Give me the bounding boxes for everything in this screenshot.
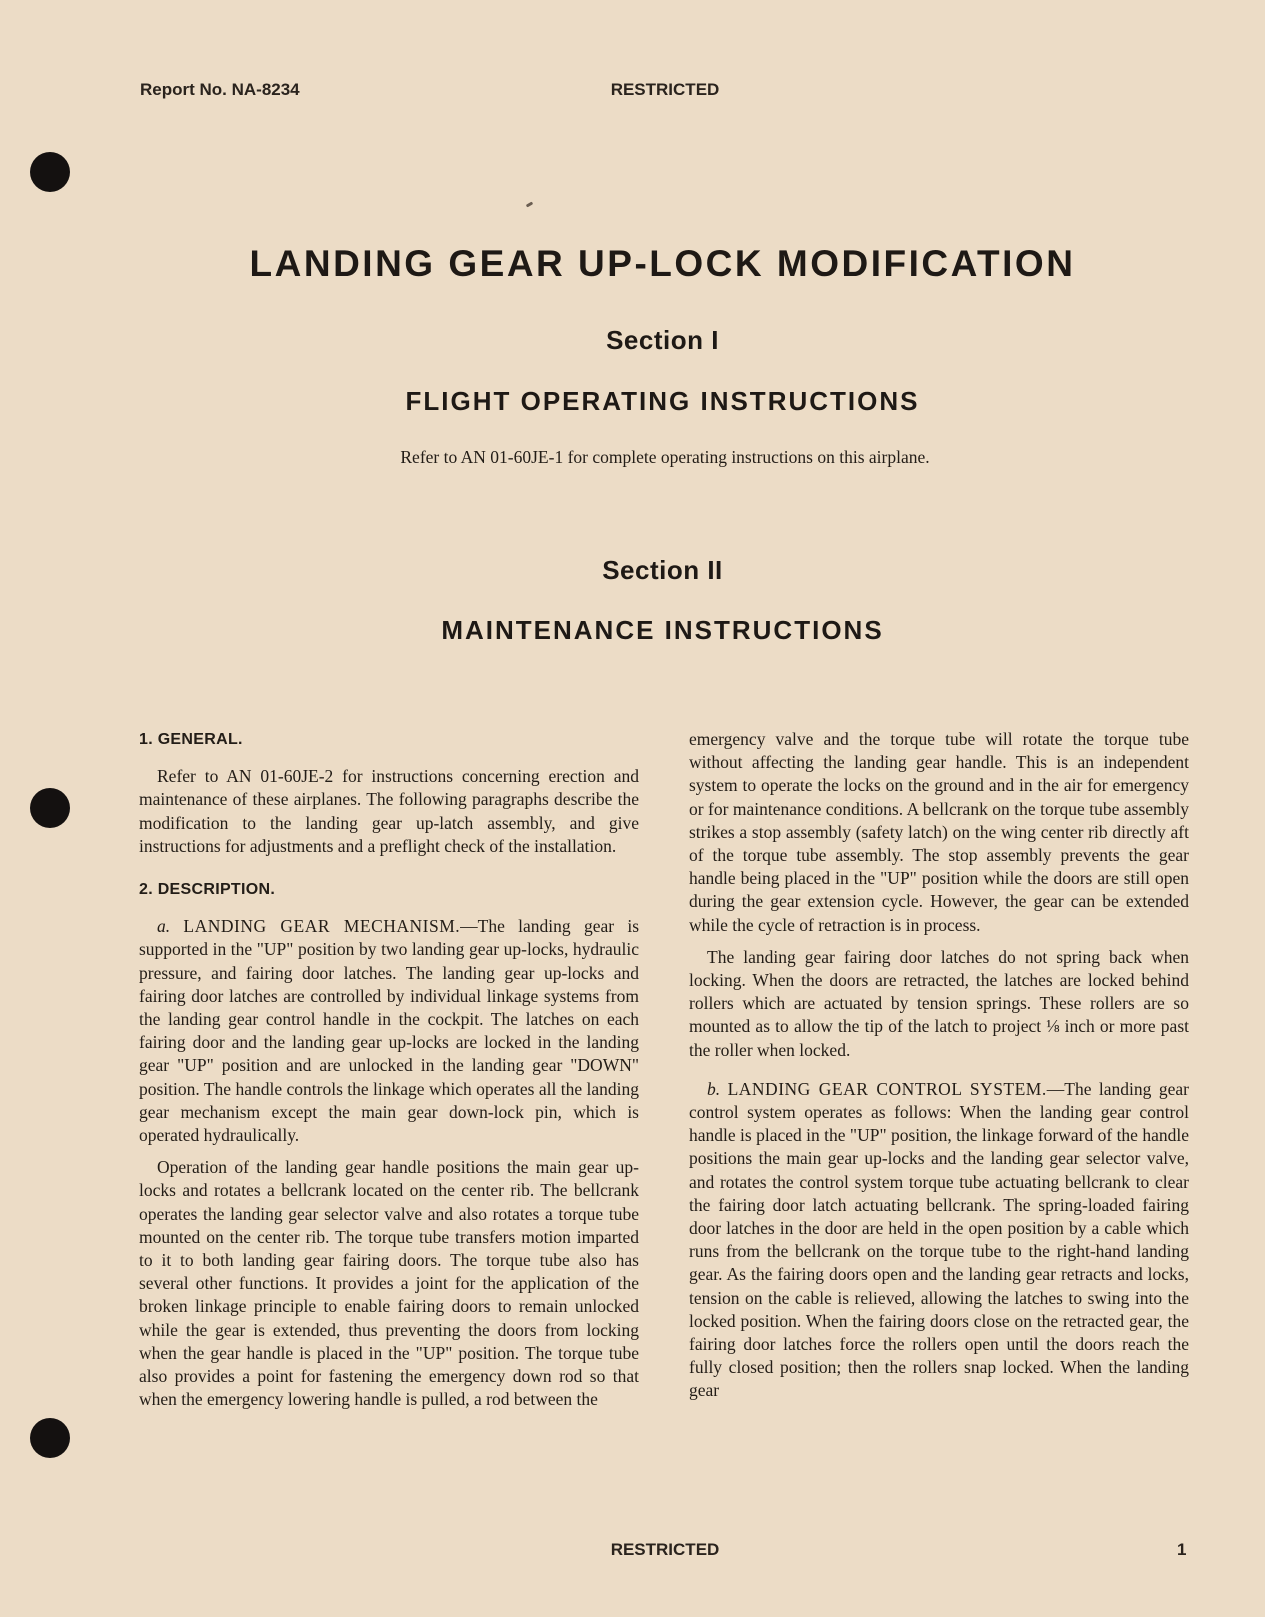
footer-classification: RESTRICTED <box>610 1540 720 1559</box>
paper-speck <box>526 201 534 207</box>
section-1-title: FLIGHT OPERATING INSTRUCTIONS <box>405 386 920 416</box>
left-column <box>139 728 639 1420</box>
latches-paragraph: The landing gear fairing door latches do not spring back when locking. When the doors are retracted, the latches are locked behind rollers which are actuated by tension springs. These rollers are so mounted as to allow the tip of the latch to project ⅛ inch or more past the roller when locked. <box>689 946 1189 1060</box>
subsection-a-text: —The landing gear is supported in the "UP" position by two landing gear up-locks, hydraulic pressure, and fairing door latches. The landing gear up-locks and fairing door latches are controlled by individual linkage systems from the landing gear control handle in the cockpit. The latches on each fairing door and the landing gear up-locks are locked in the landing gear "UP" position and are unlocked in the landing gear "DOWN" position. The handle controls the linkage which operates all the landing gear mechanism except the main gear down-lock pin, which is operated hydraulically. <box>139 916 640 1146</box>
general-heading: 1. GENERAL. <box>139 731 243 748</box>
subsection-b-title: LANDING GEAR CONTROL SYSTEM. <box>727 1078 1047 1099</box>
general-paragraph: Refer to AN 01-60JE-2 for instructions concerning erection and maintenance of these airplanes. The following paragraphs describe the modification to the landing gear up-latch assembly, and give instructions for adjustments and a preflight check of the installation. <box>139 766 639 856</box>
operation-paragraph: Operation of the landing gear handle positions the main gear up-locks and rotates a bellcrank located on the center rib. The bellcrank operates the landing gear selector valve and also rotates a torque tube mounted on the center rib. The torque tube transfers motion imparted to it to both landing gear fairing doors. The torque tube also has several other functions. It provides a joint for the application of the broken linkage principle to enable fairing doors to remain unlocked while the gear is extended, thus preventing the doors from locking when the gear handle is placed in the "UP" position. The torque tube also provides a point for fastening the emergency down rod so that when the emergency lowering handle is pulled, a rod between the <box>139 1157 639 1410</box>
section-1-label: Section I <box>606 325 719 355</box>
continuation-paragraph: emergency valve and the torque tube will rotate the torque tube without affecting the landing gear handle. This is an independent system to operate the locks on the ground and in the air for emergency or for maintenance conditions. A bellcrank on the torque tube assembly strikes a stop assembly (safety latch) on the wing center rib directly aft of the torque tube assembly. The stop assembly prevents the gear handle being placed in the "UP" position while the doors are still open during the gear extension cycle. However, the gear can be extended while the cycle of retraction is in process. <box>689 729 1189 935</box>
binder-hole-top <box>30 152 70 192</box>
page-number: 1 <box>1177 1540 1187 1559</box>
binder-hole-bottom <box>30 1418 70 1458</box>
section-1-text: Refer to AN 01-60JE-1 for complete operating instructions on this airplane. <box>400 447 930 467</box>
control-system-paragraph <box>689 1078 1189 1403</box>
header-classification: RESTRICTED <box>610 80 720 99</box>
document-title: LANDING GEAR UP-LOCK MODIFICATION <box>249 243 1076 284</box>
subsection-b-text: —The landing gear control system operates as follows: When the landing gear control handle is placed in the "UP" position, the linkage forward of the handle positions the main gear up-locks and the landing gear selector valve, and rotates the control system torque tube actuating bellcrank to clear the fairing door latch actuating bellcrank. The spring-loaded fairing door latches in the door are held in the open position by a cable which runs from the bellcrank on the torque tube to the right-hand landing gear. As the fairing doors open and the landing gear retracts and locks, tension on the cable is relieved, allowing the latches to swing into the locked position. When the fairing doors close on the retracted gear, the fairing door latches force the rollers open until the doors reach the fully closed position; then the rollers snap locked. When the landing gear <box>689 1078 1189 1401</box>
subsection-a-letter: a. <box>157 916 171 937</box>
binder-hole-middle <box>30 788 70 828</box>
section-2-label: Section II <box>602 555 723 585</box>
section-2-title: MAINTENANCE INSTRUCTIONS <box>441 615 884 645</box>
right-column <box>689 728 1189 1412</box>
report-number: Report No. NA-8234 <box>140 80 300 99</box>
subsection-a-title: LANDING GEAR MECHANISM. <box>183 916 461 937</box>
subsection-b-letter: b. <box>707 1078 721 1099</box>
description-heading: 2. DESCRIPTION. <box>139 881 276 899</box>
mechanism-paragraph <box>139 915 639 1147</box>
